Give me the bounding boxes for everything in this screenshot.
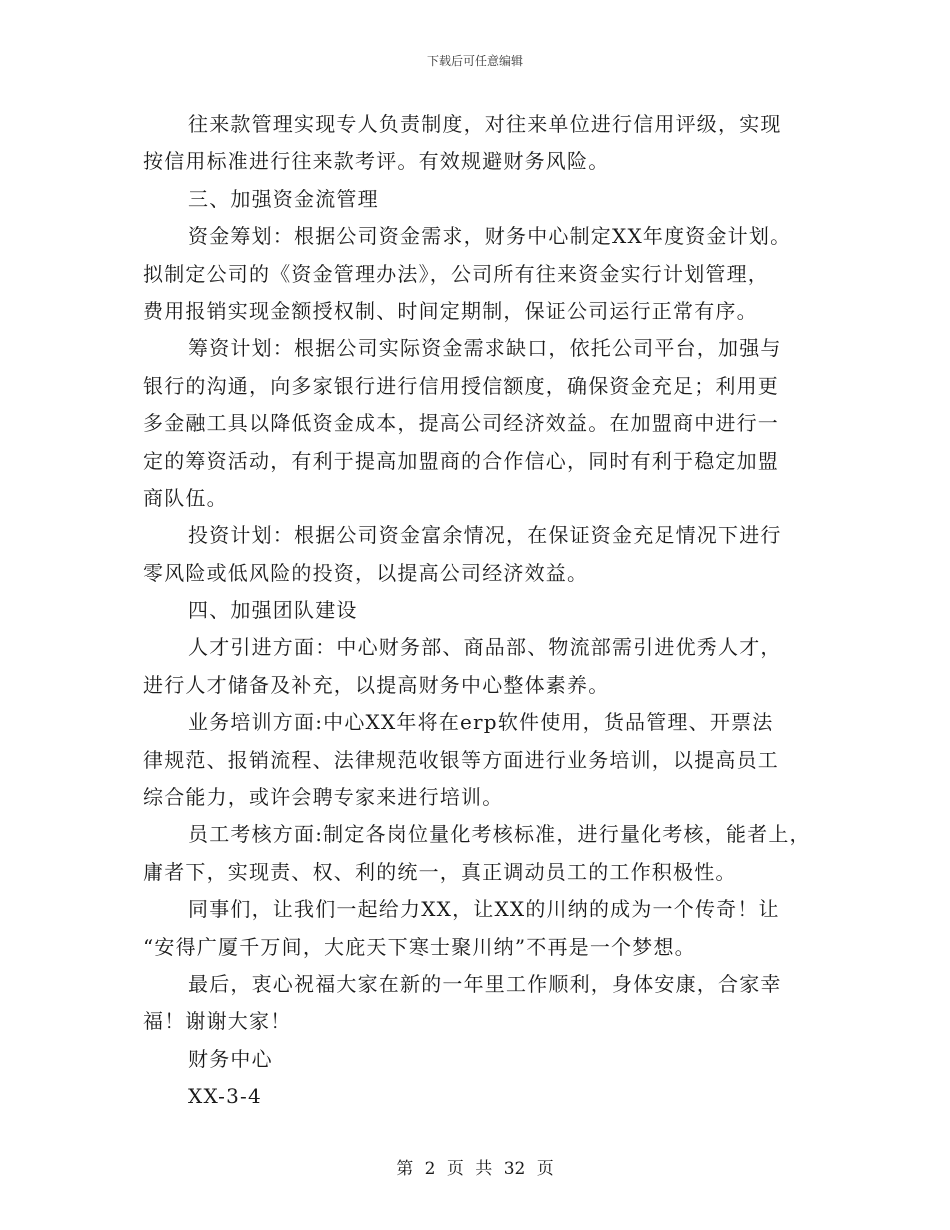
- page-footer: 第 2 页 共 32 页: [396, 1159, 554, 1179]
- body-line-7: 筹资计划：根据公司实际资金需求缺口，依托公司平台，加强与: [188, 336, 782, 361]
- page-header: 下载后可任意编辑: [426, 54, 523, 68]
- body-line-24: 最后，衷心祝福大家在新的一年里工作顺利，身体安康，合家幸: [188, 971, 782, 996]
- body-line-8: 银行的沟通，向多家银行进行信用授信额度，确保资金充足；利用更: [143, 373, 779, 398]
- body-line-18: 律规范、报销流程、法律规范收银等方面进行业务培训，以提高员工: [143, 747, 779, 772]
- document-body: [143, 106, 823, 1116]
- body-line-5: 拟制定公司的《资金管理办法》，公司所有往来资金实行计划管理，: [143, 261, 769, 286]
- body-line-19: 综合能力，或许会聘专家来进行培训。: [143, 785, 504, 810]
- body-line-12: 投资计划：根据公司资金富余情况，在保证资金充足情况下进行: [188, 523, 782, 548]
- body-line-17: 业务培训方面:中心XX年将在erp软件使用，货品管理、开票法: [188, 710, 774, 735]
- body-line-6: 费用报销实现金额授权制、时间定期制，保证公司运行正常有序。: [143, 298, 758, 323]
- body-line-15: 人才引进方面：中心财务部、商品部、物流部需引进优秀人才，: [188, 635, 782, 660]
- body-line-22: 同事们，让我们一起给力XX，让XX的川纳的成为一个传奇！让: [188, 897, 780, 922]
- body-line-13: 零风险或低风险的投资，以提高公司经济效益。: [143, 560, 589, 585]
- signature-department: 财务中心: [188, 1046, 273, 1071]
- body-line-1: 往来款管理实现专人负责制度，对往来单位进行信用评级，实现: [188, 112, 782, 136]
- section-heading-3: 三、加强资金流管理: [188, 186, 379, 211]
- body-line-23: “安得广厦千万间，大庇天下寒士聚川纳”不再是一个梦想。: [143, 934, 696, 959]
- body-line-20: 员工考核方面:制定各岗位量化考核标准，进行量化考核，能者上，: [188, 822, 811, 847]
- body-line-10: 定的筹资活动，有利于提高加盟商的合作信心，同时有利于稳定加盟: [143, 448, 779, 473]
- body-line-2: 按信用标准进行往来款考评。有效规避财务风险。: [143, 149, 610, 174]
- body-line-4: 资金筹划：根据公司资金需求，财务中心制定XX年度资金计划。: [188, 224, 792, 249]
- signature-date: XX-3-4: [188, 1084, 262, 1109]
- body-line-25: 福！谢谢大家！: [143, 1009, 292, 1034]
- body-line-9: 多金融工具以降低资金成本，提高公司经济效益。在加盟商中进行一: [143, 411, 779, 436]
- body-line-21: 庸者下，实现责、权、利的统一，真正调动员工的工作积极性。: [143, 859, 737, 884]
- body-line-16: 进行人才储备及补充，以提高财务中心整体素养。: [143, 672, 610, 697]
- body-line-11: 商队伍。: [143, 485, 228, 510]
- section-heading-4: 四、加强团队建设: [188, 598, 358, 623]
